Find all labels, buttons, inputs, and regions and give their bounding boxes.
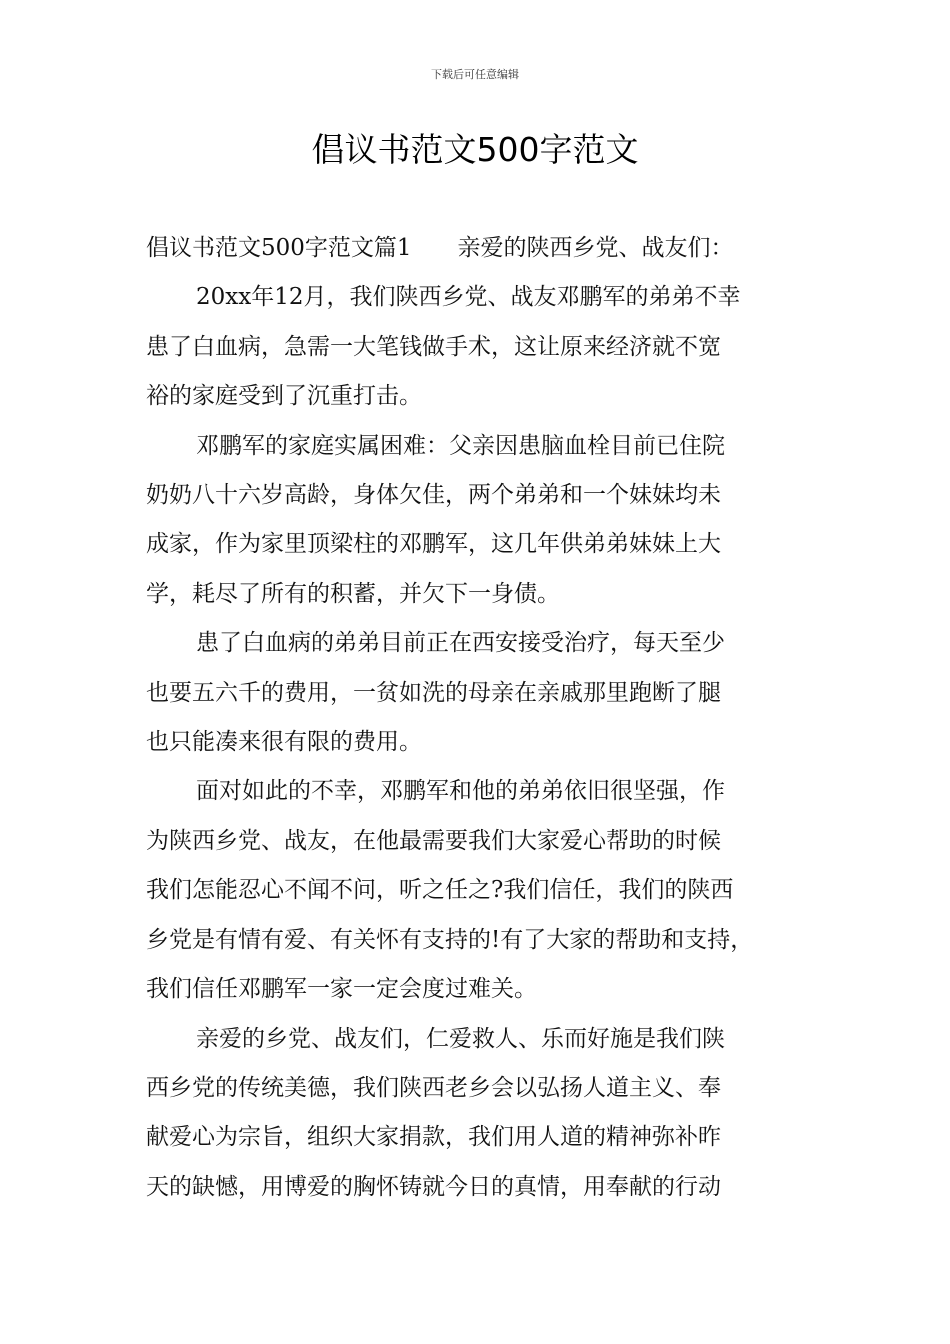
paragraph-line: 献爱心为宗旨，组织大家捐款，我们用人道的精神弥补昨: [146, 1124, 721, 1151]
paragraph-line: 邓鹏军的家庭实属困难：父亲因患脑血栓目前已住院: [196, 432, 725, 459]
header-note: 下载后可任意编辑: [431, 68, 519, 81]
paragraph-line: 亲爱的乡党、战友们，仁爱救人、乐而好施是我们陕: [196, 1025, 725, 1052]
paragraph-line: 西乡党的传统美德，我们陕西老乡会以弘扬人道主义、奉: [146, 1074, 721, 1101]
salutation: 亲爱的陕西乡党、战友们：: [457, 235, 734, 261]
paragraph-line: 成家，作为家里顶梁柱的邓鹏军，这几年供弟弟妹妹上大: [146, 531, 721, 558]
paragraph-line: 奶奶八十六岁高龄，身体欠佳，两个弟弟和一个妹妹均未: [146, 482, 721, 509]
paragraph-3: [146, 619, 824, 767]
paragraph-line: 也要五六千的费用，一贫如洗的母亲在亲戚那里跑断了腿: [146, 679, 721, 706]
paragraph-line: 患了白血病的弟弟目前正在西安接受治疗，每天至少: [196, 630, 725, 657]
paragraph-line: 天的缺憾，用博爱的胸怀铸就今日的真情，用奉献的行动: [146, 1173, 721, 1200]
paragraph-2: [146, 422, 824, 620]
intro-line: [146, 224, 824, 273]
paragraph-5: [146, 1015, 824, 1213]
paragraph-4: [146, 767, 824, 1014]
paragraph-line: 20xx年12月，我们陕西乡党、战友邓鹏军的弟弟不幸: [196, 284, 741, 311]
paragraph-line: 乡党是有情有爱、有关怀有支持的!有了大家的帮助和支持，: [146, 926, 754, 953]
paragraph-line: 面对如此的不幸，邓鹏军和他的弟弟依旧很坚强，作: [196, 778, 725, 805]
paragraph-line: 患了白血病，急需一大笔钱做手术，这让原来经济就不宽: [146, 333, 721, 360]
paragraph-line: 为陕西乡党、战友，在他最需要我们大家爱心帮助的时候: [146, 827, 721, 854]
document-title: 倡议书范文500字范文: [311, 130, 639, 169]
document-body: [146, 224, 824, 1212]
paragraph-line: 我们怎能忍心不闻不问，听之任之?我们信任，我们的陕西: [146, 877, 734, 904]
paragraph-line: 裕的家庭受到了沉重打击。: [146, 383, 422, 410]
paragraph-line: 也只能凑来很有限的费用。: [146, 729, 422, 756]
intro-heading: 倡议书范文500字范文篇1: [146, 235, 412, 261]
paragraph-1: [146, 273, 824, 421]
paragraph-line: 学，耗尽了所有的积蓄，并欠下一身债。: [146, 580, 560, 607]
paragraph-line: 我们信任邓鹏军一家一定会度过难关。: [146, 976, 537, 1003]
